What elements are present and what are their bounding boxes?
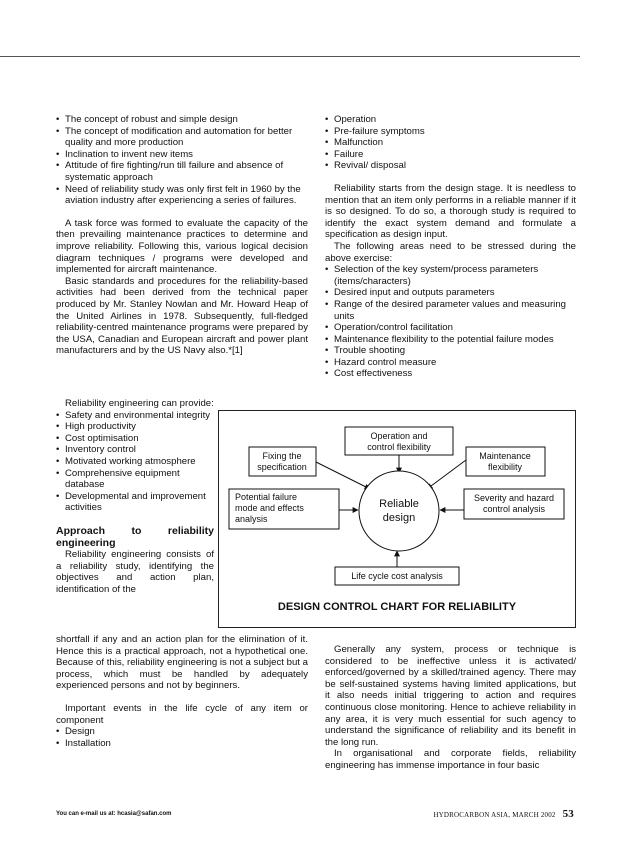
box-top-left-label: specification: [257, 462, 307, 472]
list-item: • Design: [56, 726, 308, 738]
list-item: • Cost optimisation: [56, 433, 214, 445]
publication-name: HYDROCARBON ASIA, MARCH 2002: [433, 811, 556, 819]
areas-list: [325, 264, 576, 380]
list-item: • Attitude of fire fighting/run till failure and absence of systematic approach: [56, 160, 308, 183]
list-item: • Safety and environmental integrity: [56, 410, 214, 422]
footer-publication: [433, 808, 574, 820]
list-item: • Failure: [325, 149, 576, 161]
paragraph: Reliability engineering consists of a reliability study, identifying the objectives and action plan, identification of the: [56, 548, 214, 595]
list-item: • Maintenance flexibility to the potential failure modes: [325, 334, 576, 346]
box-top-left-label: Fixing the: [262, 451, 302, 461]
center-node: [359, 471, 439, 551]
box-left-label: Potential failure: [235, 492, 298, 502]
list-item: • Hazard control measure: [325, 357, 576, 369]
chart-diagram: [219, 411, 575, 627]
box-right-label: control analysis: [482, 504, 546, 514]
paragraph: Reliability starts from the design stage. It is needless to mention that an item only performs in a reliable manner if it is so designed. To do so, a thorough study is required to identify the exact system demand and formulate a specification as design input.: [325, 182, 576, 241]
paragraph: shortfall if any and an action plan for the elimination of it. Hence this is a practical approach, not a hypothetical one. Because of this, reliability engineering is not a subject but a process, which must be handled by adequately experienced persons and not by beginners.: [56, 634, 308, 692]
list-item: • Operation: [325, 114, 576, 126]
list-item: • Developmental and improvement activities: [56, 491, 214, 514]
box-right-label: Severity and hazard: [473, 493, 555, 503]
list-item: • The concept of robust and simple design: [56, 114, 308, 126]
header-rule: [0, 56, 580, 57]
paragraph: Important events in the life cycle of any item or component: [56, 702, 308, 726]
center-label: Reliable: [379, 498, 419, 510]
paragraph: Basic standards and procedures for the reliability-based activities had been derived from the technical paper produced by Mr. Stanley Nowlan and Mr. Howard Heap of the United Airlines in 1978. Subsequently, full-fledged reliability-centred maintenance programs were prepared by the USA, Canadian and European aircraft and power plant manufacturers and by the US Navy also.*[1]: [56, 275, 308, 357]
design-control-chart: [218, 410, 576, 628]
page-number: 53: [562, 808, 574, 820]
box-top-label: control flexibility: [367, 442, 431, 452]
left-column-top: [56, 114, 308, 357]
right-column-bottom: [325, 644, 576, 772]
box-bottom-label: Life cycle cost analysis: [351, 571, 443, 581]
left-bullet-list: [56, 114, 308, 207]
list-item: • Revival/ disposal: [325, 160, 576, 172]
footer-email-note: You can e-mail us at: hcasia@safan.com: [56, 811, 172, 817]
list-item: • Selection of the key system/process parameters (items/characters): [325, 264, 576, 287]
paragraph: In organisational and corporate fields, reliability engineering has immense importance in four basic: [325, 748, 576, 771]
benefit-list: [56, 410, 214, 514]
list-item: • Installation: [56, 738, 308, 750]
arrow-top-left: [316, 462, 370, 489]
right-column-top: [325, 114, 576, 380]
list-item: • The concept of modification and automation for better quality and more production: [56, 126, 308, 149]
list-item: • Need of reliability study was only first felt in 1960 by the aviation industry after experiencing a series of failures.: [56, 184, 308, 207]
list-item: • Operation/control facilitation: [325, 322, 576, 334]
chart-title: DESIGN CONTROL CHART FOR RELIABILITY: [277, 601, 517, 613]
lifecycle-list-continued: [325, 114, 576, 172]
list-item: • Comprehensive equipment database: [56, 468, 214, 491]
box-top-right-label: Maintenance: [479, 451, 531, 461]
list-item: • Motivated working atmosphere: [56, 456, 214, 468]
box-left-label: mode and effects: [235, 503, 304, 513]
list-item: • Trouble shooting: [325, 345, 576, 357]
paragraph: Reliability engineering can provide:: [65, 398, 214, 409]
box-top-right-label: flexibility: [487, 462, 523, 472]
lifecycle-list: [56, 726, 308, 749]
paragraph: A task force was formed to evaluate the capacity of the then prevailing maintenance practices to determine and improve reliability. Following this, various logical decision diagram techniques / programs were developed and implemented for aircraft maintenance.: [56, 217, 308, 276]
left-column-narrow: [56, 398, 214, 595]
list-item: • Inclination to invent new items: [56, 149, 308, 161]
list-item: • Desired input and outputs parameters: [325, 287, 576, 299]
section-heading: Approach to reliability engineering: [56, 524, 214, 549]
paragraph: Generally any system, process or technique is considered to be ineffective unless it is activated/ enforced/governed by a skilled/trained agency. There may be self-sustained systems having limited applications, but it also needs initial triggering to action and requires continuous close monitoring. Hence to achieve reliability in any area, it is very much essential for such agency to understand the significance of reliability and its benefit in the long run.: [325, 644, 576, 748]
list-item: • Malfunction: [325, 137, 576, 149]
paragraph: The following areas need to be stressed during the above exercise:: [325, 240, 576, 264]
box-left-label: analysis: [235, 514, 268, 524]
arrow-top-right: [427, 460, 466, 489]
list-item: • High productivity: [56, 421, 214, 433]
list-item: • Pre-failure symptoms: [325, 126, 576, 138]
list-item: • Cost effectiveness: [325, 368, 576, 380]
center-label: design: [382, 512, 416, 524]
list-item: • Inventory control: [56, 444, 214, 456]
left-column-bottom: [56, 634, 308, 749]
box-top-label: Operation and: [370, 431, 428, 441]
list-item: • Range of the desired parameter values and measuring units: [325, 299, 576, 322]
